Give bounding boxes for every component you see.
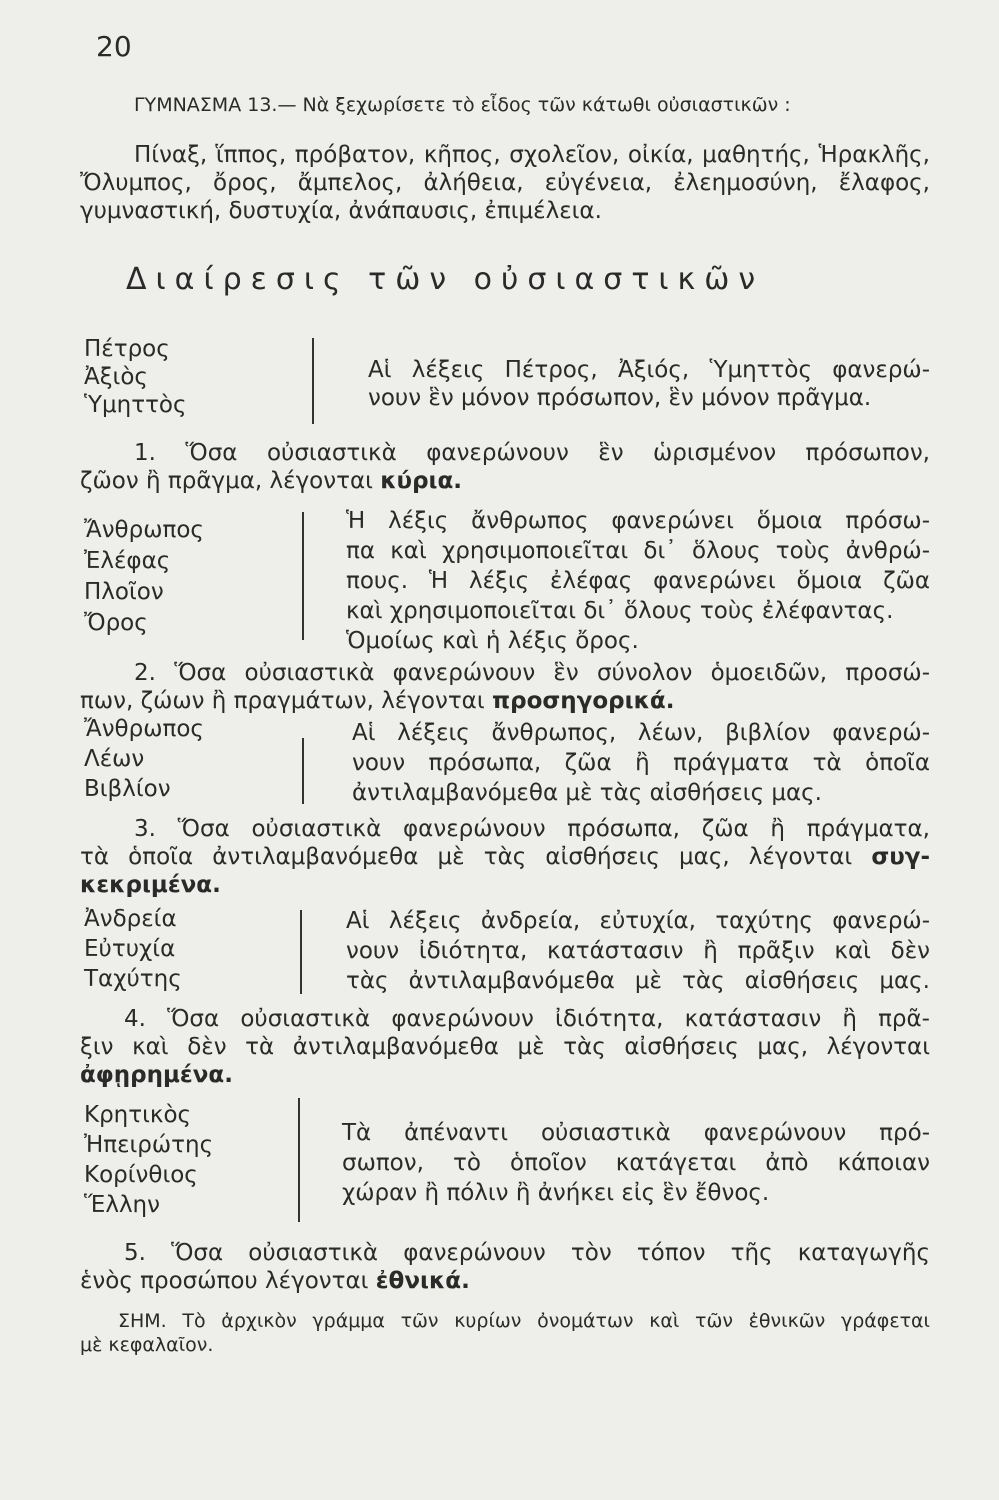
exercise-words-line-3: γυμναστική, δυστυχία, ἀνάπαυσις, ἐπιμέλεια. bbox=[80, 198, 602, 224]
rule1-line-1: 1. Ὅσα οὐσιαστικὰ φανερώνουν ἓν ὡρισμένον πρόσωπον, bbox=[134, 440, 930, 466]
group2-word: Ἄνθρωπος bbox=[84, 517, 204, 543]
group4-text-line: τὰς ἀντιλαμβανόμεθα μὲ τὰς αἰσθήσεις μας. bbox=[346, 968, 930, 994]
group2-text-line: Ἡ λέξις ἄνθρωπος φανερώνει ὅμοια πρόσω- bbox=[346, 508, 930, 534]
group1-word: Ὑμηττὸς bbox=[84, 392, 187, 418]
group3-text bbox=[352, 718, 930, 808]
group1-text-line: Αἱ λέξεις Πέτρος, Ἀξιός, Ὑμηττὸς φανερώ- bbox=[368, 357, 930, 383]
rule3-term-part-2: κεκριμένα. bbox=[80, 872, 221, 898]
rule5-line-2-text: ἑνὸς προσώπου λέγονται bbox=[80, 1268, 376, 1294]
group2-text-line: καὶ χρησιμοποιεῖται δι᾿ ὅλους τοὺς ἐλέφαντας. bbox=[346, 598, 894, 624]
group1-word: Ἀξιὸς bbox=[84, 364, 148, 390]
group3-word: Ἄνθρωπος bbox=[84, 716, 204, 742]
rule2-line-2-text: πων, ζώων ἢ πραγμάτων, λέγονται bbox=[80, 688, 492, 714]
group2-word: Πλοῖον bbox=[84, 579, 164, 605]
rule2-line-1: 2. Ὅσα οὐσιαστικὰ φανερώνουν ἓν σύνολον ὁμοειδῶν, προσώ- bbox=[134, 660, 930, 686]
rule3-term-part-1: συγ- bbox=[871, 844, 930, 870]
rule1-line-2 bbox=[80, 466, 462, 496]
exercise-words-line-2: Ὄλυμπος, ὄρος, ἄμπελος, ἀλήθεια, εὐγένεια, ἐλεημοσύνη, ἔλαφος, bbox=[80, 170, 930, 196]
group5-word: Κορίνθιος bbox=[84, 1162, 198, 1188]
group5-text bbox=[342, 1118, 930, 1208]
group4-bracket bbox=[300, 910, 312, 994]
rule4-line-1: 4. Ὅσα οὐσιαστικὰ φανερώνουν ἰδιότητα, κατάστασιν ἢ πρᾶ- bbox=[124, 1006, 930, 1032]
group5-text-line: χώραν ἢ πόλιν ἢ ἀνήκει εἰς ἓν ἔθνος. bbox=[342, 1180, 770, 1206]
group3-text-line: νουν πρόσωπα, ζῶα ἢ πράγματα τὰ ὁποῖα bbox=[352, 750, 930, 776]
group1-text bbox=[368, 356, 930, 412]
rule4-term: ἀφῃρημένα. bbox=[80, 1062, 233, 1088]
group5-words bbox=[84, 1100, 213, 1220]
group2-words bbox=[84, 515, 204, 639]
group2-text-line: Ὁμοίως καὶ ἡ λέξις ὄρος. bbox=[346, 628, 639, 654]
group1-text-line: νουν ἓν μόνον πρόσωπον, ἓν μόνον πρᾶγμα. bbox=[368, 385, 872, 411]
section-heading: Διαίρεσις τῶν οὐσιαστικῶν bbox=[126, 262, 765, 297]
group4-text-line: Αἱ λέξεις ἀνδρεία, εὐτυχία, ταχύτης φανερώ- bbox=[346, 908, 930, 934]
group1-word: Πέτρος bbox=[84, 336, 170, 362]
exercise-words-line-1: Πίναξ, ἵππος, πρόβατον, κῆπος, σχολεῖον, οἰκία, μαθητής, Ἡρακλῆς, bbox=[134, 142, 930, 168]
group1-bracket bbox=[312, 338, 324, 424]
note-line-2: μὲ κεφαλαῖον. bbox=[80, 1334, 214, 1356]
group5-bracket bbox=[298, 1098, 310, 1222]
group5-text-line: Τὰ ἀπέναντι οὐσιαστικὰ φανερώνουν πρό- bbox=[342, 1120, 930, 1146]
rule5-line-2 bbox=[80, 1266, 470, 1296]
rule5-line-1: 5. Ὅσα οὐσιαστικὰ φανερώνουν τὸν τόπον τῆς καταγωγῆς bbox=[124, 1240, 930, 1266]
group4-text-line: νουν ἰδιότητα, κατάστασιν ἢ πρᾶξιν καὶ δὲν bbox=[346, 938, 930, 964]
group4-words bbox=[84, 904, 182, 994]
group2-word: Ὄρος bbox=[84, 610, 148, 636]
group2-word: Ἐλέφας bbox=[84, 548, 171, 574]
group5-word: Ἠπειρώτης bbox=[84, 1132, 214, 1158]
group1-words bbox=[84, 335, 187, 419]
group5-text-line: σωπον, τὸ ὁποῖον κατάγεται ἀπὸ κάποιαν bbox=[342, 1150, 930, 1176]
rule1-term: κύρια. bbox=[380, 468, 463, 494]
group3-text-line: ἀντιλαμβανόμεθα μὲ τὰς αἰσθήσεις μας. bbox=[352, 780, 822, 806]
group3-word: Λέων bbox=[84, 746, 145, 772]
rule3-line-1: 3. Ὅσα οὐσιαστικὰ φανερώνουν πρόσωπα, ζῶα ἢ πράγματα, bbox=[134, 816, 930, 842]
group4-word: Ἀνδρεία bbox=[84, 906, 177, 932]
rule3-line-2-text: τὰ ὁποῖα ἀντιλαμβανόμεθα μὲ τὰς αἰσθήσεις μας, λέγονται bbox=[80, 844, 872, 870]
group4-word: Ταχύτης bbox=[84, 966, 182, 992]
group5-word: Κρητικὸς bbox=[84, 1102, 192, 1128]
rule1-line-2-text: ζῶον ἢ πρᾶγμα, λέγονται bbox=[80, 468, 381, 494]
group3-bracket bbox=[302, 738, 314, 804]
rule5-term: ἐθνικά. bbox=[375, 1268, 470, 1294]
group5-word: Ἕλλην bbox=[84, 1192, 160, 1218]
group3-words bbox=[84, 714, 204, 804]
exercise-title: ΓΥΜΝΑΣΜΑ 13.— Νὰ ξεχωρίσετε τὸ εἶδος τῶν κάτωθι οὐσιαστικῶν : bbox=[134, 94, 791, 116]
group2-text-line: πα καὶ χρησιμοποιεῖται δι᾿ ὅλους τοὺς ἀνθρώ- bbox=[346, 538, 930, 564]
group3-text-line: Αἱ λέξεις ἄνθρωπος, λέων, βιβλίον φανερώ- bbox=[352, 720, 930, 746]
group2-bracket bbox=[302, 512, 314, 640]
group3-word: Βιβλίον bbox=[84, 776, 171, 802]
group2-text-line: πους. Ἡ λέξις ἐλέφας φανερώνει ὅμοια ζῶα bbox=[346, 568, 930, 594]
rule2-term: προσηγορικά. bbox=[491, 688, 675, 714]
group2-text bbox=[346, 506, 930, 656]
group4-text bbox=[346, 906, 930, 996]
rule2-line-2 bbox=[80, 686, 674, 716]
rule3-line-2 bbox=[80, 842, 930, 872]
page-number: 20 bbox=[96, 30, 132, 63]
note-line-1: ΣΗΜ. Τὸ ἀρχικὸν γράμμα τῶν κυρίων ὀνομάτων καὶ τῶν ἐθνικῶν γράφεται bbox=[118, 1310, 930, 1332]
rule4-line-2: ξιν καὶ δὲν τὰ ἀντιλαμβανόμεθα μὲ τὰς αἰσθήσεις μας, λέγονται bbox=[80, 1034, 930, 1060]
group4-word: Εὐτυχία bbox=[84, 936, 176, 962]
